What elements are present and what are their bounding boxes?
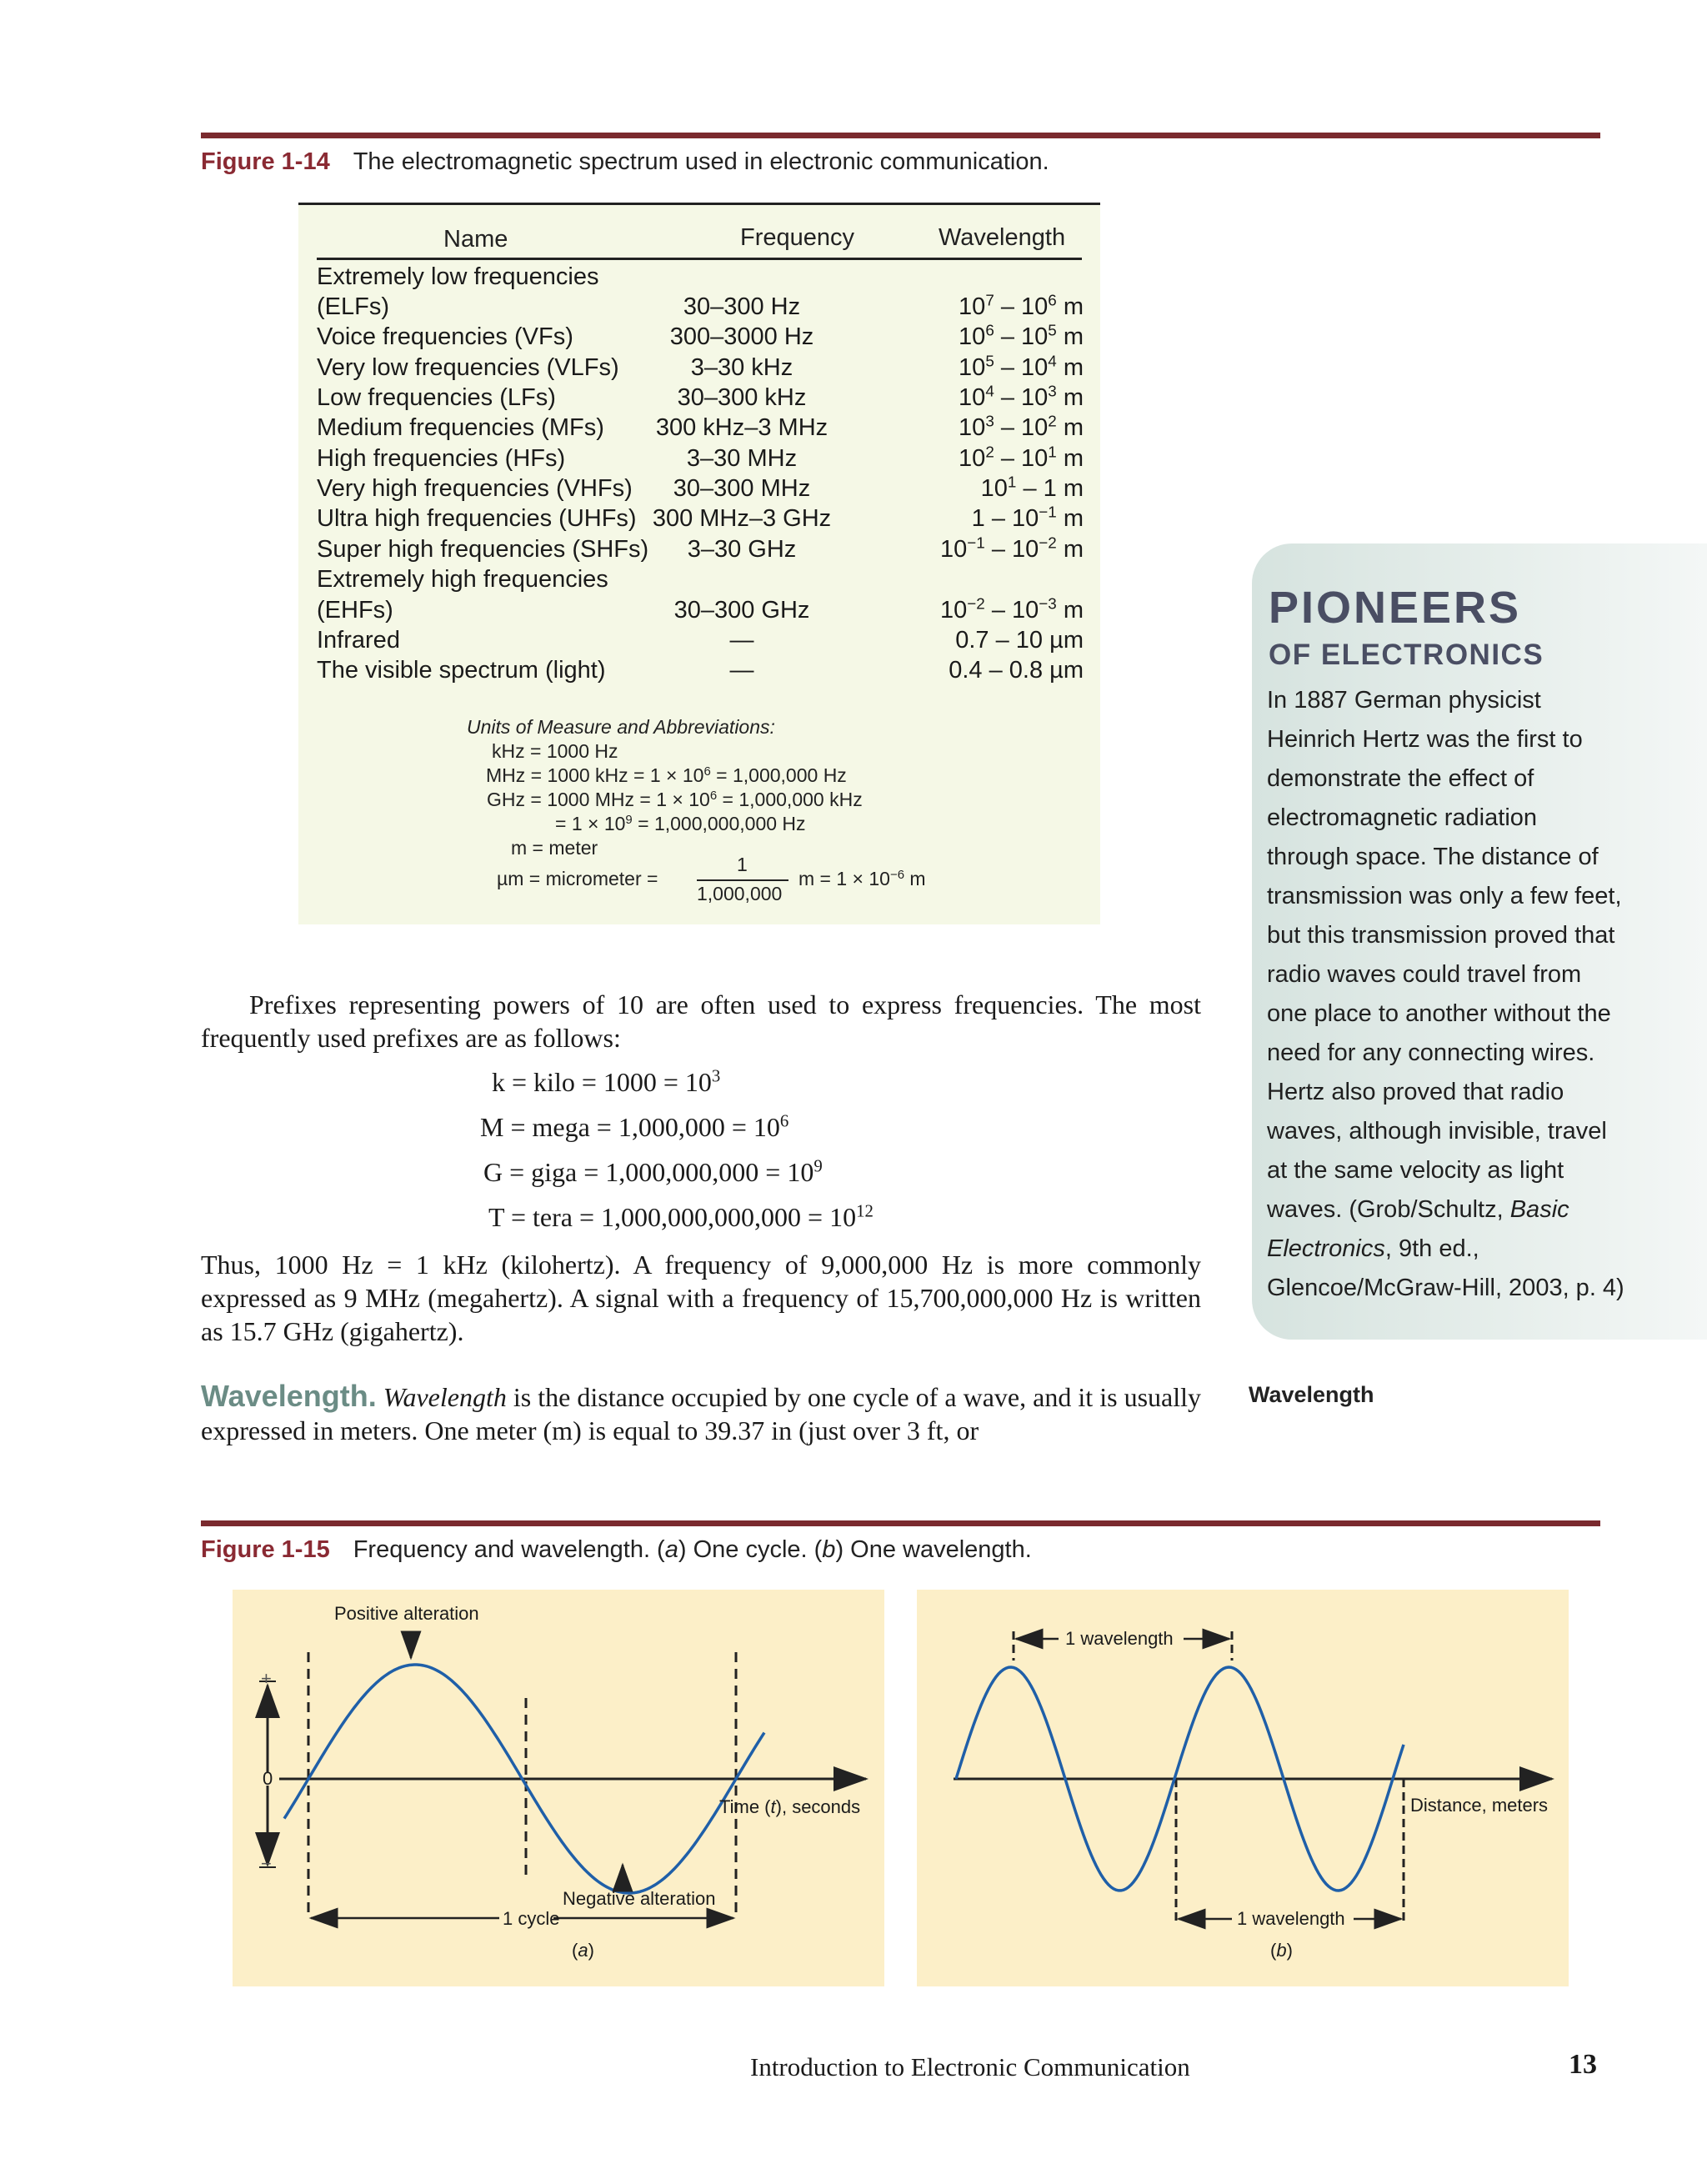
table-row — [317, 445, 1084, 475]
cell-wavelength: $10^1 - 1$ m — [980, 473, 1084, 502]
distance-axis-label: Distance, meters — [1410, 1795, 1549, 1816]
one-cycle-label: 1 cycle — [503, 1908, 560, 1929]
table-row — [317, 263, 1084, 293]
cell-wavelength: $10^5 - 10^4$ m — [959, 352, 1084, 381]
page-number: 13 — [1569, 2049, 1597, 2080]
table-row — [317, 533, 1084, 566]
paragraph-thus: Thus, 1000 Hz = 1 kHz (kilohertz). A frequency of 9,000,000 Hz is more commonly expressed as 9 MHz (megahertz). A signal with a frequency of 15,700,000,000 Hz is written as 15.7 GHz (gigahertz). — [201, 1250, 1201, 1346]
cell-name: Low frequencies (LFs) — [317, 384, 556, 411]
cell-frequency: — — [729, 657, 754, 684]
sidebar-text — [1267, 681, 1625, 1308]
equation-kilo: k = kilo = $1000 = 10^3$ — [492, 1066, 721, 1097]
cell-name: (EHFs) — [317, 597, 393, 624]
cell-wavelength: $10^4 - 10^3$ m — [959, 382, 1084, 411]
panel-b-letter: b — [1276, 1940, 1287, 1961]
cell-name: Very high frequencies (VHFs) — [317, 475, 633, 502]
equation-giga: G = giga = $1,000,000,000 = 10^9$ — [483, 1156, 823, 1187]
figure-15-caption-mid: ) One cycle. ( — [678, 1536, 823, 1563]
pioneers-sidebar — [1252, 543, 1707, 1340]
unit-micrometer-numerator: 1 — [737, 854, 748, 875]
figure-15-caption — [201, 1536, 1032, 1564]
spectrum-table — [298, 203, 1100, 924]
time-label-pre: Time ( — [719, 1796, 771, 1817]
cell-name: Very low frequencies (VLFs) — [317, 354, 619, 381]
cell-frequency: — — [729, 627, 754, 654]
cell-frequency: 300–3000 Hz — [669, 323, 814, 350]
fraction-bar — [697, 879, 788, 881]
cell-name: (ELFs) — [317, 293, 389, 320]
cell-frequency: 30–300 MHz — [673, 475, 811, 502]
col-header-name: Name — [443, 226, 508, 253]
wavelength-line1: is the distance occupied by one cycle of a wave, and it — [513, 1382, 1094, 1412]
figure-15-caption-b: b — [822, 1536, 836, 1563]
table-top-rule — [298, 203, 1100, 205]
figure-15-caption-a: a — [664, 1536, 678, 1563]
units-title: Units of Measure and Abbreviations: — [467, 716, 775, 738]
unit-ghz-line2: = $1 \times 10^9 = 1,000,000,000$ Hz — [555, 812, 806, 834]
cell-frequency: 30–300 Hz — [683, 293, 801, 320]
panel-a-label: (a) — [572, 1940, 594, 1961]
paragraph-prefixes — [201, 988, 1201, 1054]
cell-frequency: 300 MHz–3 GHz — [652, 505, 832, 532]
unit-micrometer-denominator: 1,000,000 — [697, 883, 783, 904]
cell-wavelength: $10^7 - 10^6$ m — [959, 291, 1084, 320]
cell-frequency: 30–300 kHz — [677, 384, 807, 411]
cell-wavelength: $10^6 - 10^5$ m — [959, 321, 1084, 350]
sidebar-subtitle: OF ELECTRONICS — [1269, 639, 1544, 671]
time-axis-label — [719, 1796, 860, 1818]
cell-wavelength: 0.7 – 10 µm — [955, 627, 1084, 654]
sidebar-text-end: , 9th ed., Glencoe/McGraw-Hill, 2003, p. 4) — [1267, 1235, 1624, 1301]
cell-name: Voice frequencies (VFs) — [317, 323, 573, 350]
negative-alteration-label: Negative alteration — [563, 1888, 716, 1909]
top-rule — [201, 133, 1600, 138]
cell-name: Super high frequencies (SHFs) — [317, 536, 649, 563]
wavelength-heading: Wavelength. — [201, 1379, 377, 1413]
sidebar-book-title: Basic Electronics — [1267, 1196, 1569, 1262]
unit-micrometer-right: $m = 1 \times 10^{-6}$ m — [798, 867, 926, 889]
table-row — [317, 384, 1084, 414]
cell-name: High frequencies (HFs) — [317, 445, 566, 472]
figure-14-label: Figure 1-14 — [201, 148, 330, 175]
cell-wavelength: $10^{-1} - 10^{-2}$ m — [940, 533, 1084, 563]
table-row — [317, 323, 1084, 353]
table-row — [317, 354, 1084, 384]
table-row — [317, 627, 1084, 657]
unit-micrometer-left: µm = micrometer = — [497, 868, 658, 889]
cell-wavelength: 0.4 – 0.8 µm — [949, 657, 1084, 684]
cell-name: Extremely low frequencies — [317, 263, 599, 290]
col-header-frequency: Frequency — [740, 224, 855, 251]
panel-b — [917, 1590, 1569, 1986]
panel-a-letter: a — [578, 1940, 588, 1961]
minus-label: − — [261, 1853, 272, 1874]
unit-khz: kHz = 1000 Hz — [492, 740, 618, 762]
equation-tera: T = tera = $1,000,000,000,000 = 10^{12}$ — [488, 1201, 874, 1232]
cell-name: Infrared — [317, 627, 400, 654]
time-label-t: t — [770, 1796, 776, 1817]
figure-15-caption-post: ) One wavelength. — [835, 1536, 1032, 1563]
wavelength-term: Wavelength — [383, 1382, 507, 1412]
cell-frequency: 3–30 GHz — [687, 536, 797, 563]
equation-mega: M = mega = $1,000,000 = 10^6$ — [480, 1111, 789, 1142]
cell-frequency: 30–300 GHz — [673, 597, 810, 624]
table-row — [317, 414, 1084, 444]
table-row — [317, 594, 1084, 627]
figure-14-caption-text: The electromagnetic spectrum used in electronic communication. — [353, 148, 1049, 175]
cell-name: Extremely high frequencies — [317, 566, 608, 593]
unit-mhz: MHz = 1000 kHz = $1 \times 10^6 = 1,000,000$ Hz — [486, 764, 847, 786]
plus-label: + — [261, 1668, 272, 1689]
unit-meter: m = meter — [511, 837, 598, 859]
table-row — [317, 505, 1084, 535]
sidebar-title: PIONEERS — [1269, 583, 1522, 633]
header-rule — [317, 258, 1082, 260]
figure-14-caption — [201, 148, 1049, 176]
paragraph-wavelength — [201, 1380, 1201, 1447]
zero-label: 0 — [263, 1768, 273, 1789]
table-row — [317, 475, 1084, 505]
cell-name: Medium frequencies (MFs) — [317, 414, 604, 441]
time-label-post: ), seconds — [775, 1796, 861, 1817]
wavelength-line2: is usually expressed in meters. One meter (m) is equal to 39.37 in (just over 3 ft, or — [201, 1382, 1202, 1445]
panel-a — [233, 1590, 884, 1986]
cell-wavelength: $10^2 - 10^1$ m — [959, 443, 1084, 472]
cell-name: The visible spectrum (light) — [317, 657, 606, 684]
table-row — [317, 566, 1084, 596]
figure-15-caption-pre: Frequency and wavelength. ( — [353, 1536, 665, 1563]
cell-frequency: 3–30 MHz — [686, 445, 798, 472]
cell-name: Ultra high frequencies (UHFs) — [317, 505, 637, 532]
figure-15-label: Figure 1-15 — [201, 1536, 330, 1563]
positive-alteration-label: Positive alteration — [334, 1603, 479, 1624]
sidebar-text-main: In 1887 German physicist Heinrich Hertz was the first to demonstrate the effect of electromagnetic radiation through space. The distance of transmission was only a few feet, but this transmission proved that radio waves could travel from one place to another without the need for any connecting wires. Hertz also proved that radio waves, although invisible, travel at the same velocity as light waves. (Grob/Schultz, — [1267, 687, 1622, 1223]
panel-b-label: (b) — [1270, 1940, 1293, 1961]
cell-wavelength: $1 - 10^{-1}$ m — [971, 503, 1084, 532]
col-header-wavelength: Wavelength — [939, 224, 1066, 251]
cell-frequency: 3–30 kHz — [690, 354, 793, 381]
wavelength-top-label: 1 wavelength — [1065, 1628, 1174, 1649]
cell-frequency: 300 kHz–3 MHz — [655, 414, 828, 441]
cell-wavelength: $10^{-2} - 10^{-3}$ m — [940, 594, 1084, 624]
running-footer-title: Introduction to Electronic Communication — [750, 2052, 1190, 2081]
figure-15-rule — [201, 1520, 1600, 1526]
table-row — [317, 293, 1084, 323]
table-row — [317, 657, 1084, 687]
unit-ghz: GHz = 1000 MHz = $1 \times 10^6 = 1,000,000$ kHz — [487, 788, 863, 810]
wavelength-bottom-label: 1 wavelength — [1237, 1908, 1345, 1929]
cell-wavelength: $10^3 - 10^2$ m — [959, 412, 1084, 441]
paragraph-prefixes-text: Prefixes representing powers of 10 are often used to express frequencies. The most frequently used prefixes are as follows: — [201, 989, 1201, 1053]
margin-label-wavelength: Wavelength — [1249, 1382, 1374, 1407]
